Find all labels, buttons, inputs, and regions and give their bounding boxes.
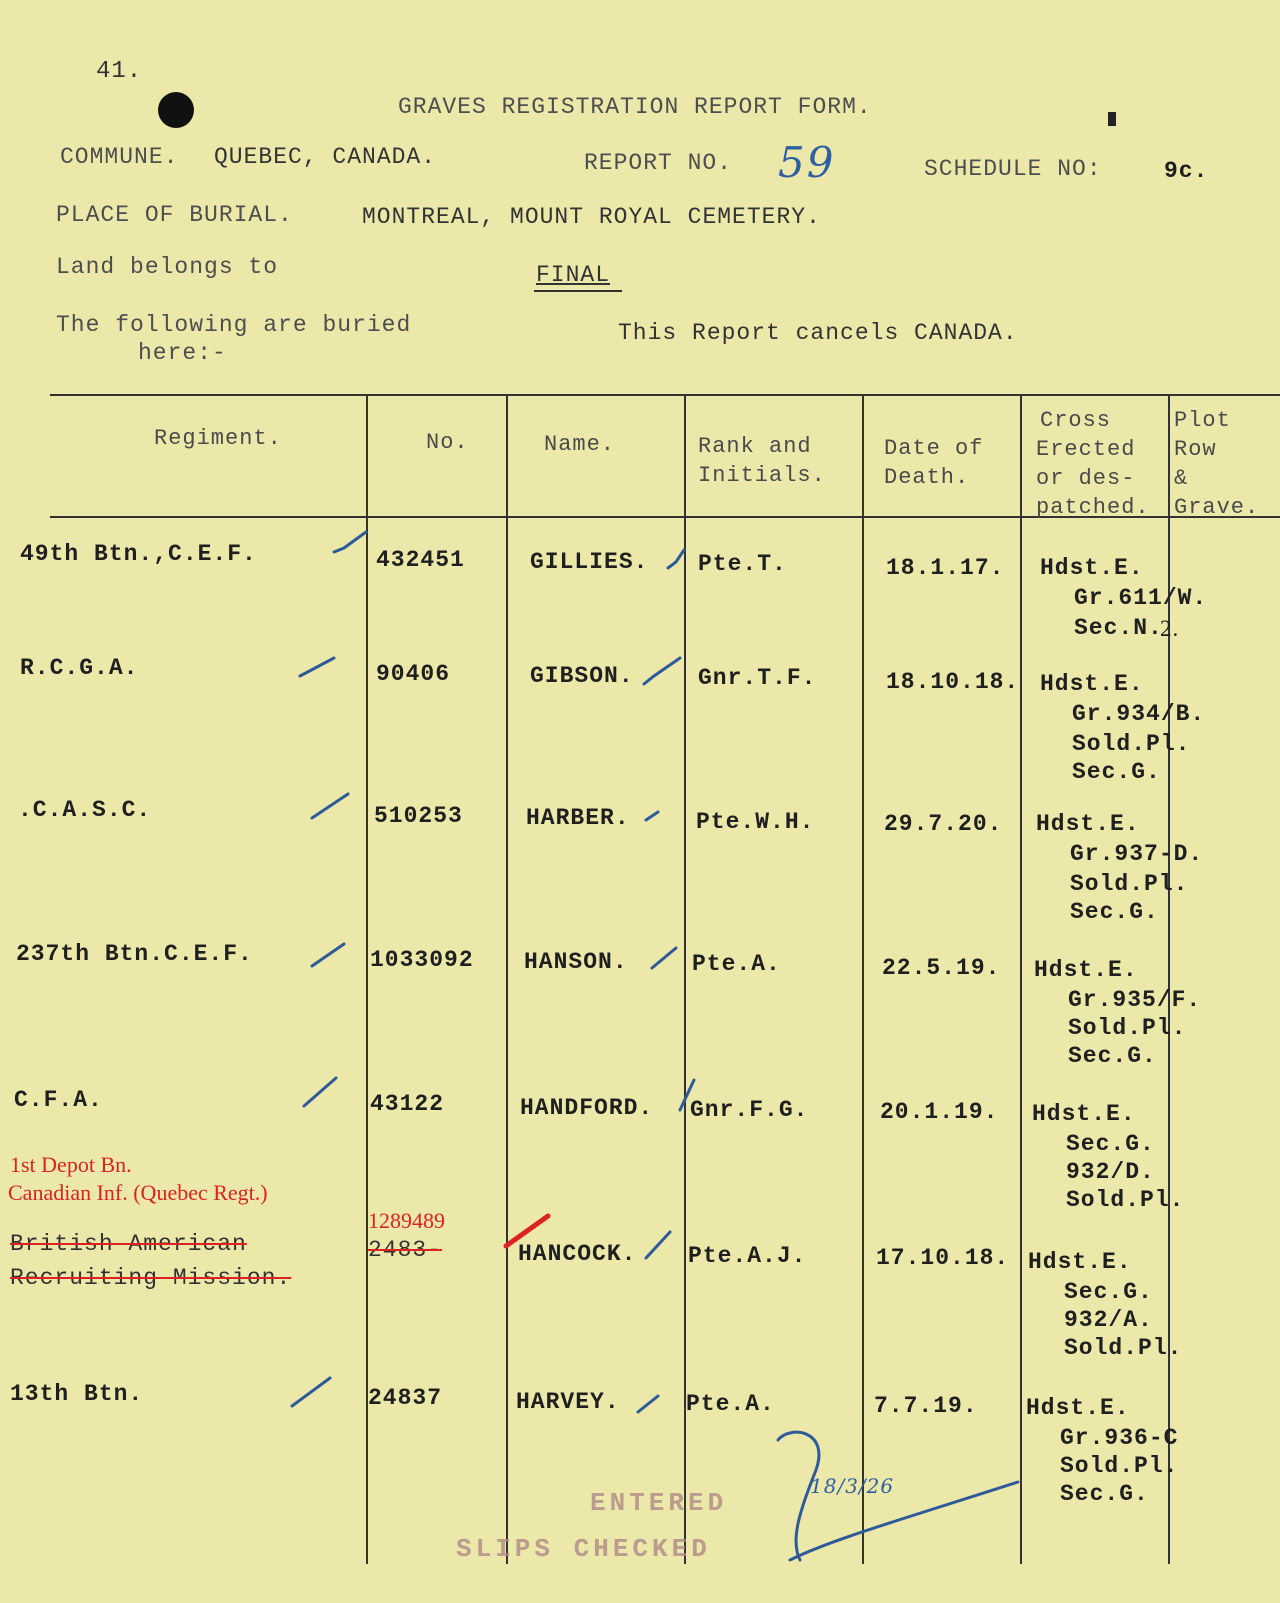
row2-cross-1: Hdst.E. bbox=[1040, 671, 1144, 697]
row6-regiment-correction-2: Canadian Inf. (Quebec Regt.) bbox=[8, 1180, 268, 1205]
row2-rank: Gnr.T.F. bbox=[698, 665, 817, 691]
header-cross-1: Cross bbox=[1040, 408, 1112, 433]
row6-date: 17.10.18. bbox=[876, 1245, 1010, 1271]
tick-mark bbox=[312, 944, 344, 966]
tick-mark bbox=[646, 812, 658, 820]
tick-mark bbox=[644, 658, 680, 684]
row6-no-correction: 1289489 bbox=[368, 1208, 445, 1233]
row5-cross-2: Sec.G. bbox=[1066, 1131, 1155, 1157]
row6-regiment-correction-1: 1st Depot Bn. bbox=[10, 1152, 132, 1177]
row6-cross-2: Sec.G. bbox=[1064, 1279, 1153, 1305]
buried-label-1: The following are buried bbox=[56, 312, 412, 338]
row5-name: HANDFORD. bbox=[520, 1095, 654, 1121]
row3-no: 510253 bbox=[374, 803, 463, 829]
tick-mark bbox=[646, 1232, 670, 1258]
header-date-2: Death. bbox=[884, 465, 970, 490]
row5-cross-1: Hdst.E. bbox=[1032, 1101, 1136, 1127]
row4-regiment: 237th Btn.C.E.F. bbox=[16, 941, 253, 967]
report-no-label: REPORT NO. bbox=[584, 150, 733, 176]
row5-cross-4: Sold.Pl. bbox=[1066, 1187, 1185, 1213]
row1-name: GILLIES. bbox=[530, 549, 649, 575]
final-label: FINAL bbox=[536, 262, 611, 288]
row3-rank: Pte.W.H. bbox=[696, 809, 815, 835]
row1-rank: Pte.T. bbox=[698, 551, 787, 577]
row5-no: 43122 bbox=[370, 1091, 445, 1117]
row7-cross-2: Gr.936-C bbox=[1060, 1425, 1179, 1451]
row4-date: 22.5.19. bbox=[882, 955, 1001, 981]
header-rank-2: Initials. bbox=[698, 463, 826, 488]
row4-no: 1033092 bbox=[370, 947, 474, 973]
row7-date: 7.7.19. bbox=[874, 1393, 978, 1419]
red-correction-mark bbox=[506, 1216, 548, 1246]
row3-cross-1: Hdst.E. bbox=[1036, 811, 1140, 837]
row5-regiment: C.F.A. bbox=[14, 1087, 103, 1113]
commune-value: QUEBEC, CANADA. bbox=[214, 144, 437, 170]
tick-mark bbox=[334, 532, 366, 552]
tick-mark bbox=[312, 794, 348, 818]
row4-rank: Pte.A. bbox=[692, 951, 781, 977]
row1-date: 18.1.17. bbox=[886, 555, 1005, 581]
row1-no: 432451 bbox=[376, 547, 465, 573]
header-rank-1: Rank and bbox=[698, 434, 812, 459]
row3-cross-3: Sold.Pl. bbox=[1070, 871, 1189, 897]
header-no: No. bbox=[426, 430, 469, 455]
row2-no: 90406 bbox=[376, 661, 451, 687]
row3-date: 29.7.20. bbox=[884, 811, 1003, 837]
form-title: GRAVES REGISTRATION REPORT FORM. bbox=[398, 94, 872, 120]
buried-label-2: here:- bbox=[138, 340, 227, 366]
row3-name: HARBER. bbox=[526, 805, 630, 831]
stamp-entered: ENTERED bbox=[590, 1488, 728, 1518]
row1-regiment: 49th Btn.,C.E.F. bbox=[20, 541, 257, 567]
header-date-1: Date of bbox=[884, 436, 984, 461]
row3-cross-4: Sec.G. bbox=[1070, 899, 1159, 925]
row2-cross-3: Sold.Pl. bbox=[1072, 731, 1191, 757]
header-name: Name. bbox=[544, 432, 616, 457]
place-value: MONTREAL, MOUNT ROYAL CEMETERY. bbox=[362, 204, 821, 230]
schedule-value: 9c. bbox=[1164, 158, 1209, 184]
schedule-label: SCHEDULE NO: bbox=[924, 156, 1102, 182]
header-plot-4: Grave. bbox=[1174, 495, 1260, 520]
row6-cross-3: 932/A. bbox=[1064, 1307, 1153, 1333]
row7-cross-4: Sec.G. bbox=[1060, 1481, 1149, 1507]
row4-name: HANSON. bbox=[524, 949, 628, 975]
row5-date: 20.1.19. bbox=[880, 1099, 999, 1125]
header-cross-2: Erected bbox=[1036, 437, 1136, 462]
header-regiment: Regiment. bbox=[154, 426, 282, 451]
row7-cross-3: Sold.Pl. bbox=[1060, 1453, 1179, 1479]
cancels-text: This Report cancels CANADA. bbox=[618, 320, 1018, 346]
row2-cross-2: Gr.934/B. bbox=[1072, 701, 1206, 727]
header-plot-3: & bbox=[1174, 466, 1189, 491]
row2-name: GIBSON. bbox=[530, 663, 634, 689]
row4-cross-1: Hdst.E. bbox=[1034, 957, 1138, 983]
row2-regiment: R.C.G.A. bbox=[20, 655, 139, 681]
row4-cross-3: Sold.Pl. bbox=[1068, 1015, 1187, 1041]
row7-rank: Pte.A. bbox=[686, 1391, 775, 1417]
row7-no: 24837 bbox=[368, 1385, 443, 1411]
row3-regiment: .C.A.S.C. bbox=[18, 797, 152, 823]
row1-cross-2: Gr.611/W. bbox=[1074, 585, 1208, 611]
header-cross-4: patched. bbox=[1036, 495, 1150, 520]
row2-date: 18.10.18. bbox=[886, 669, 1020, 695]
commune-label: COMMUNE. bbox=[60, 144, 179, 170]
row4-cross-2: Gr.935/F. bbox=[1068, 987, 1202, 1013]
land-label: Land belongs to bbox=[56, 254, 279, 280]
row1-plot-note: 2. bbox=[1160, 616, 1180, 641]
row1-cross-3: Sec.N. bbox=[1074, 615, 1163, 641]
row1-cross-1: Hdst.E. bbox=[1040, 555, 1144, 581]
header-plot-1: Plot bbox=[1174, 408, 1231, 433]
row7-name: HARVEY. bbox=[516, 1389, 620, 1415]
row6-cross-1: Hdst.E. bbox=[1028, 1249, 1132, 1275]
row5-cross-3: 932/D. bbox=[1066, 1159, 1155, 1185]
tick-mark bbox=[680, 1080, 694, 1110]
header-plot-2: Row bbox=[1174, 437, 1217, 462]
row4-cross-4: Sec.G. bbox=[1068, 1043, 1157, 1069]
row6-regiment-1: British American bbox=[10, 1231, 247, 1257]
row7-cross-1: Hdst.E. bbox=[1026, 1395, 1130, 1421]
row7-regiment: 13th Btn. bbox=[10, 1381, 144, 1407]
tick-mark bbox=[668, 550, 684, 568]
place-label: PLACE OF BURIAL. bbox=[56, 202, 293, 228]
stamp-slips-checked: SLIPS CHECKED bbox=[456, 1534, 711, 1564]
page-number: 41. bbox=[96, 58, 143, 85]
tick-mark bbox=[292, 1378, 330, 1406]
row6-no: 2483- bbox=[368, 1237, 443, 1263]
row2-cross-4: Sec.G. bbox=[1072, 759, 1161, 785]
row6-name: HANCOCK. bbox=[518, 1241, 637, 1267]
row3-cross-2: Gr.937-D. bbox=[1070, 841, 1204, 867]
tick-mark bbox=[300, 658, 334, 676]
header-cross-3: or des- bbox=[1036, 466, 1136, 491]
tick-mark bbox=[652, 948, 676, 968]
row6-regiment-2: Recruiting Mission. bbox=[10, 1265, 292, 1291]
tick-mark bbox=[638, 1396, 658, 1412]
signature-date: 18/3/26 bbox=[810, 1474, 895, 1498]
report-no-value: 59 bbox=[778, 138, 836, 187]
tick-mark bbox=[304, 1078, 336, 1106]
row6-cross-4: Sold.Pl. bbox=[1064, 1335, 1183, 1361]
row6-rank: Pte.A.J. bbox=[688, 1243, 807, 1269]
row5-rank: Gnr.F.G. bbox=[690, 1097, 809, 1123]
